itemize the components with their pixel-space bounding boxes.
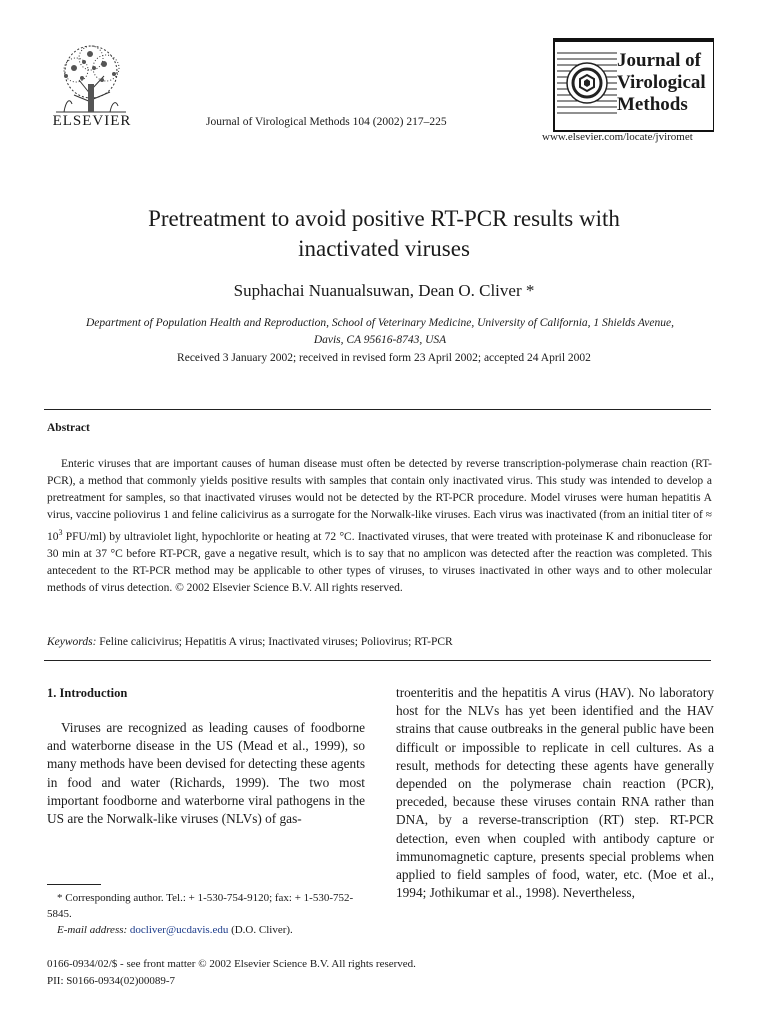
article-title-line: inactivated viruses xyxy=(298,236,470,261)
keywords xyxy=(47,636,712,648)
right-column xyxy=(396,684,714,902)
abstract-exponent: 3 xyxy=(58,528,63,537)
received-dates: Received 3 January 2002; received in revised form 23 April 2002; accepted 24 April 2002 xyxy=(177,352,591,364)
publisher-name: ELSEVIER xyxy=(52,113,132,129)
body-paragraph: Viruses are recognized as leading causes of foodborne and waterborne disease in the US (Mead et al., 1999), so many methods have been devised for detecting these agents in food and water (Richards, 1999). The two most important foodborne and waterborne viral pathogens in the US are the Norwalk-like viruses (NLVs) of gas- xyxy=(47,720,365,827)
footnote-rule xyxy=(47,884,101,885)
keywords-list: Feline calicivirus; Hepatitis A virus; Inactivated viruses; Poliovirus; RT-PCR xyxy=(96,636,453,648)
journal-title-line: Virological xyxy=(617,72,706,93)
article-title xyxy=(0,204,768,264)
section-heading: 1. Introduction xyxy=(47,686,128,700)
journal-emblem-icon xyxy=(557,45,617,123)
abstract-text xyxy=(47,456,712,597)
article-title-line: Pretreatment to avoid positive RT-PCR results with xyxy=(148,206,620,231)
authors: Suphachai Nuanualsuwan, Dean O. Cliver * xyxy=(233,281,535,300)
journal-title-line: Journal of xyxy=(617,50,701,71)
email-link[interactable]: docliver@ucdavis.edu xyxy=(129,924,229,936)
left-column xyxy=(47,719,365,828)
affiliation-line: Davis, CA 95616-8743, USA xyxy=(313,334,447,346)
journal-title xyxy=(617,50,706,116)
pii-line: PII: S0166-0934(02)00089-7 xyxy=(47,975,176,987)
email-line xyxy=(47,922,369,938)
divider xyxy=(44,660,711,661)
affiliation xyxy=(44,315,716,349)
corresponding-author: * Corresponding author. Tel.: + 1-530-754-9120; fax: + 1-530-752-5845. xyxy=(47,892,354,920)
footnote xyxy=(47,890,369,938)
journal-url-link[interactable]: www.elsevier.com/locate/jviromet xyxy=(542,131,693,143)
keywords-label: Keywords: xyxy=(47,636,97,648)
journal-reference: Journal of Virological Methods 104 (2002) 217–225 xyxy=(206,116,447,128)
body-paragraph: troenteritis and the hepatitis A virus (HAV). No laboratory host for the NLVs has yet been identified and the HAV strains that cause outbreaks in the general public have been difficult or impossible to replicate in cell cultures. As a result, methods for detecting these agents have generally depended on the polymerase chain reaction (PCR), preceded, because these viruses contain RNA rather than DNA, by a reverse-transcription (RT) step. RT-PCR detection, even when coupled with antibody capture or immunomagnetic capture, presents special problems when applied to field samples of food, water, etc. (Moe et al., 1994; Jothikumar et al., 1998). Nevertheless, xyxy=(396,685,714,901)
journal-title-line: Methods xyxy=(617,94,688,115)
issn-line: 0166-0934/02/$ - see front matter © 2002 Elsevier Science B.V. All rights reserved. xyxy=(47,958,416,970)
journal-title-box xyxy=(553,38,714,132)
abstract-text-part: Enteric viruses that are important causes of human disease must often be detected by reverse transcription-polymerase chain reaction (RT-PCR), a method that commonly yields positive results with samples that contain only inactivated virus. This study was intended to develop a pretreatment for samples, so that inactivated viruses would not be detected by the RT-PCR procedure. Model viruses were human hepatitis A virus, vaccine poliovirus 1 and feline calicivirus as a surrogate for the Norwalk-like viruses. Each virus was inactivated (from an initial titer of ≈ 10 xyxy=(47,458,712,543)
divider xyxy=(44,409,711,410)
abstract-text-part: PFU/ml) by ultraviolet light, hypochlorite or heating at 72 °C. Inactivated viruses, that were treated with proteinase K and ribonuclease for 30 min at 37 °C before RT-PCR, gave a negative result, which is to say that no amplicon was detected after the reaction was completed. This antecedent to the RT-PCR method may be applicable to other types of viruses, to viruses inactivated in other ways and to other molecular methods of virus detection. © 2002 Elsevier Science B.V. All rights reserved. xyxy=(47,530,712,594)
email-suffix: (D.O. Cliver). xyxy=(228,924,293,936)
email-label: E-mail address: xyxy=(57,924,128,936)
abstract-heading: Abstract xyxy=(47,422,90,434)
affiliation-line: Department of Population Health and Reproduction, School of Veterinary Medicine, University of California, 1 Shields Avenue, xyxy=(85,317,674,329)
